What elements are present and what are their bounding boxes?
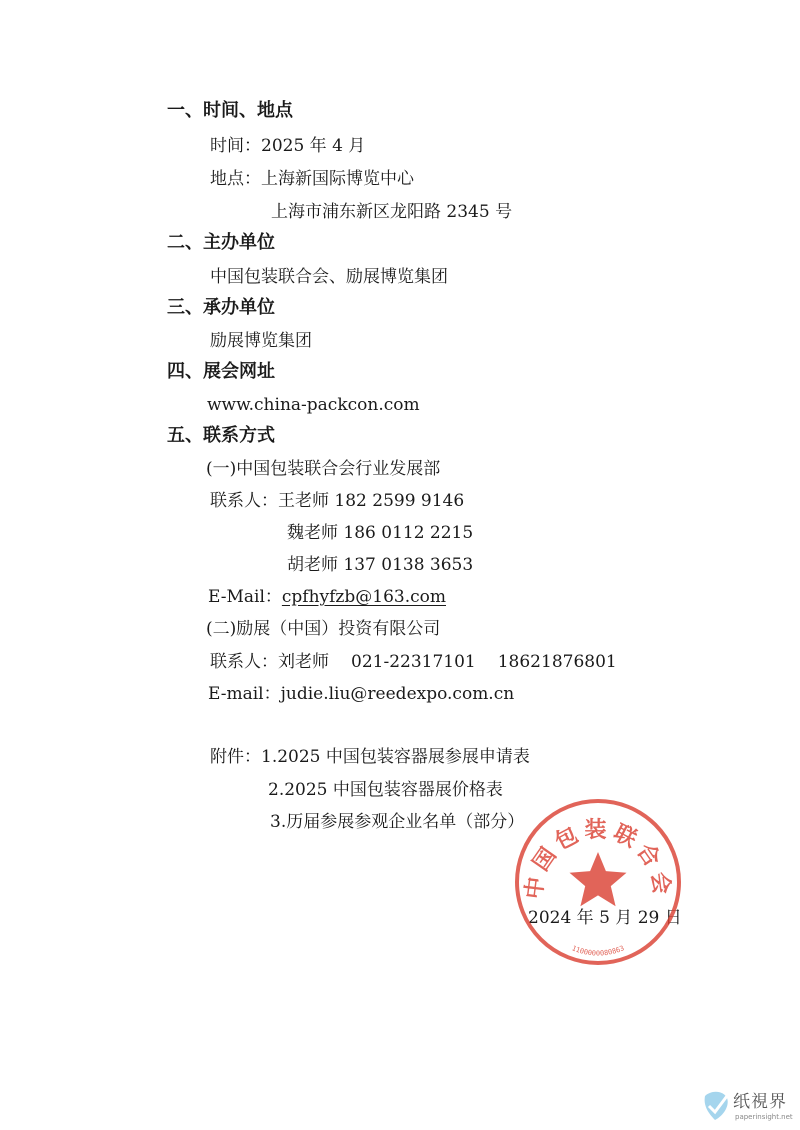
official-seal — [512, 796, 684, 968]
time-line — [210, 134, 365, 158]
org2-name: (二)励展（中国）投资有限公司 — [206, 619, 441, 639]
attachment-line-1 — [210, 745, 530, 769]
email1-link[interactable]: cpfhyfzb@163.com — [281, 587, 446, 607]
heading-co-organizer: 三、承办单位 — [167, 297, 275, 318]
website-link[interactable]: www.china-packcon.com — [207, 395, 420, 415]
attachment-1: 1.2025 中国包装容器展参展申请表 — [261, 747, 530, 767]
place-label: 地点： — [210, 169, 261, 189]
seal-text: 中国包装联合会 — [521, 818, 675, 901]
contact2-name: 刘老师 — [278, 652, 329, 672]
place-address: 上海市浦东新区龙阳路 2345 号 — [271, 202, 513, 222]
attachment-label: 附件： — [210, 747, 261, 767]
contact-hu: 胡老师 137 0138 3653 — [287, 555, 474, 575]
org1-name: (一)中国包装联合会行业发展部 — [206, 459, 441, 479]
contact-wang: 王老师 182 2599 9146 — [278, 491, 465, 511]
email1-label: E-Mail： — [208, 587, 282, 607]
contact-label: 联系人： — [210, 491, 278, 511]
watermark-name: 纸視界 — [733, 1092, 787, 1112]
heading-time-place: 一、时间、地点 — [167, 100, 293, 121]
email2-line — [208, 682, 514, 706]
email2-label: E-mail： — [208, 684, 281, 704]
contact2-phone1: 021-22317101 — [351, 652, 476, 672]
document-date: 2024 年 5 月 29 日 — [528, 908, 682, 928]
seal-number: 1100000080863 — [570, 944, 626, 958]
contact2-line — [210, 650, 617, 674]
place-venue: 上海新国际博览中心 — [261, 169, 414, 189]
attachment-3: 3.历届参展参观企业名单（部分） — [270, 812, 525, 832]
email2-link[interactable]: judie.liu@reedexpo.com.cn — [280, 684, 515, 704]
attachment-2: 2.2025 中国包装容器展价格表 — [268, 780, 503, 800]
contact-wei: 魏老师 186 0112 2215 — [287, 523, 474, 543]
heading-website: 四、展会网址 — [167, 361, 275, 382]
contact2-label: 联系人： — [210, 652, 278, 672]
time-label: 时间： — [210, 136, 261, 156]
contact2-phone2: 18621876801 — [497, 652, 617, 672]
place-line — [210, 167, 414, 191]
watermark-url: paperinsight.net — [735, 1113, 793, 1121]
co-organizer-text: 励展博览集团 — [210, 331, 312, 351]
organizer-text: 中国包装联合会、励展博览集团 — [210, 267, 448, 287]
contact1-line — [210, 489, 464, 513]
heading-organizer: 二、主办单位 — [167, 232, 275, 253]
time-value: 2025 年 4 月 — [261, 136, 366, 156]
email1-line — [208, 585, 446, 609]
heading-contact: 五、联系方式 — [167, 425, 275, 446]
